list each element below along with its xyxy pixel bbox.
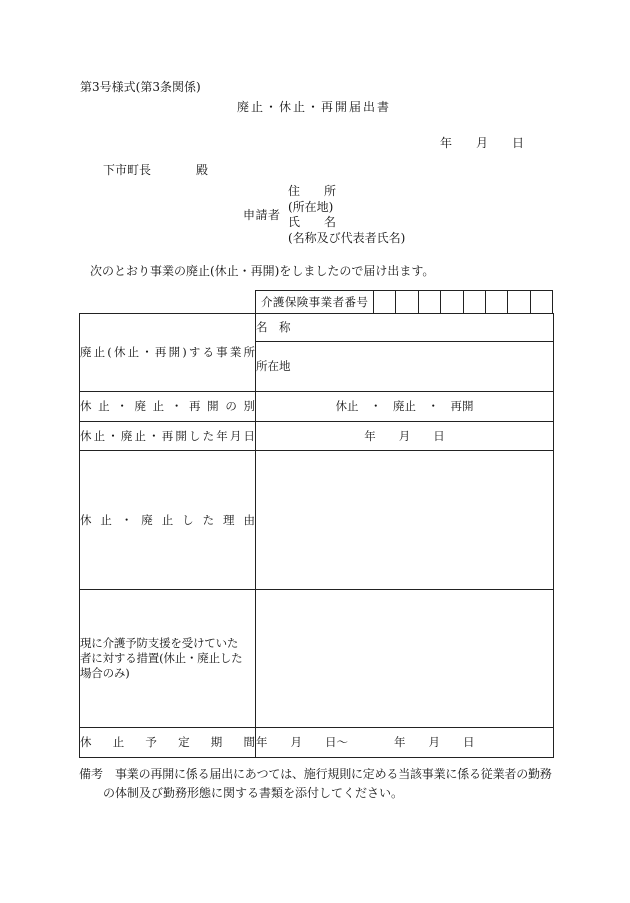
table-row — [80, 451, 554, 590]
office-number-digit-cell — [486, 291, 508, 314]
suspension-period-label: 休止予定期間 — [80, 728, 256, 758]
office-number-digit-cell — [464, 291, 486, 314]
form-title: 廃止・休止・再開届出書 — [237, 100, 392, 114]
measures-value-cell — [256, 590, 554, 728]
facility-address-cell: 所在地 — [256, 342, 554, 392]
office-number-digit-cell — [419, 291, 441, 314]
measures-label — [80, 590, 256, 728]
measures-label-line: 場合のみ) — [80, 666, 130, 680]
date-label: 休止・廃止・再開した年月日 — [80, 422, 256, 451]
remarks-text-line: の体制及び勤務形態に関する書類を添付してください。 — [103, 786, 404, 800]
office-number-digit-cell — [508, 291, 530, 314]
submission-date: 年 月 日 — [440, 136, 525, 150]
reason-value-cell — [256, 451, 554, 590]
intro-text: 次のとおり事業の廃止(休止・再開)をしましたので届け出ます。 — [90, 264, 435, 278]
measures-label-line: 現に介護予防支援を受けていた — [80, 636, 239, 650]
office-number-digit-cell — [531, 291, 552, 314]
form-number: 第3号様式(第3条関係) — [80, 80, 201, 94]
measures-label-line: 者に対する措置(休止・廃止した — [80, 651, 243, 665]
applicant-address-label: 住 所 — [288, 184, 337, 198]
applicant-name-sub: (名称及び代表者氏名) — [288, 231, 406, 245]
office-number-digit-cell — [441, 291, 463, 314]
notification-table — [79, 313, 554, 758]
table-row — [80, 728, 554, 758]
addressee-name: 下市町長 — [103, 163, 152, 177]
reason-label: 休止・廃止した理由 — [80, 451, 256, 590]
applicant-address-sub: (所在地) — [288, 200, 334, 214]
type-label: 休止・廃止・再開の別 — [80, 392, 256, 422]
type-options-cell: 休止 ・ 廃止 ・ 再開 — [256, 392, 554, 422]
facility-label: 廃止(休止・再開)する事業所 — [80, 314, 256, 392]
remarks-label: 備考 — [79, 767, 104, 781]
table-row — [80, 314, 554, 342]
table-row — [80, 392, 554, 422]
addressee-honorific: 殿 — [196, 163, 209, 177]
office-number-label: 介護保険事業者番号 — [256, 291, 374, 314]
suspension-period-value-cell: 年 月 日〜 年 月 日 — [256, 728, 554, 758]
applicant-name-label: 氏 名 — [288, 215, 337, 229]
table-row — [80, 422, 554, 451]
office-number-digit-cell — [396, 291, 418, 314]
office-number-digit-cell — [374, 291, 396, 314]
remarks-text-line: 事業の再開に係る届出にあつては、施行規則に定める当該事業に係る従業者の勤務 — [115, 767, 552, 781]
date-value-cell: 年 月 日 — [256, 422, 554, 451]
office-number-row — [255, 290, 553, 314]
table-row — [80, 590, 554, 728]
applicant-label: 申請者 — [243, 208, 281, 222]
facility-name-cell: 名 称 — [256, 314, 554, 342]
